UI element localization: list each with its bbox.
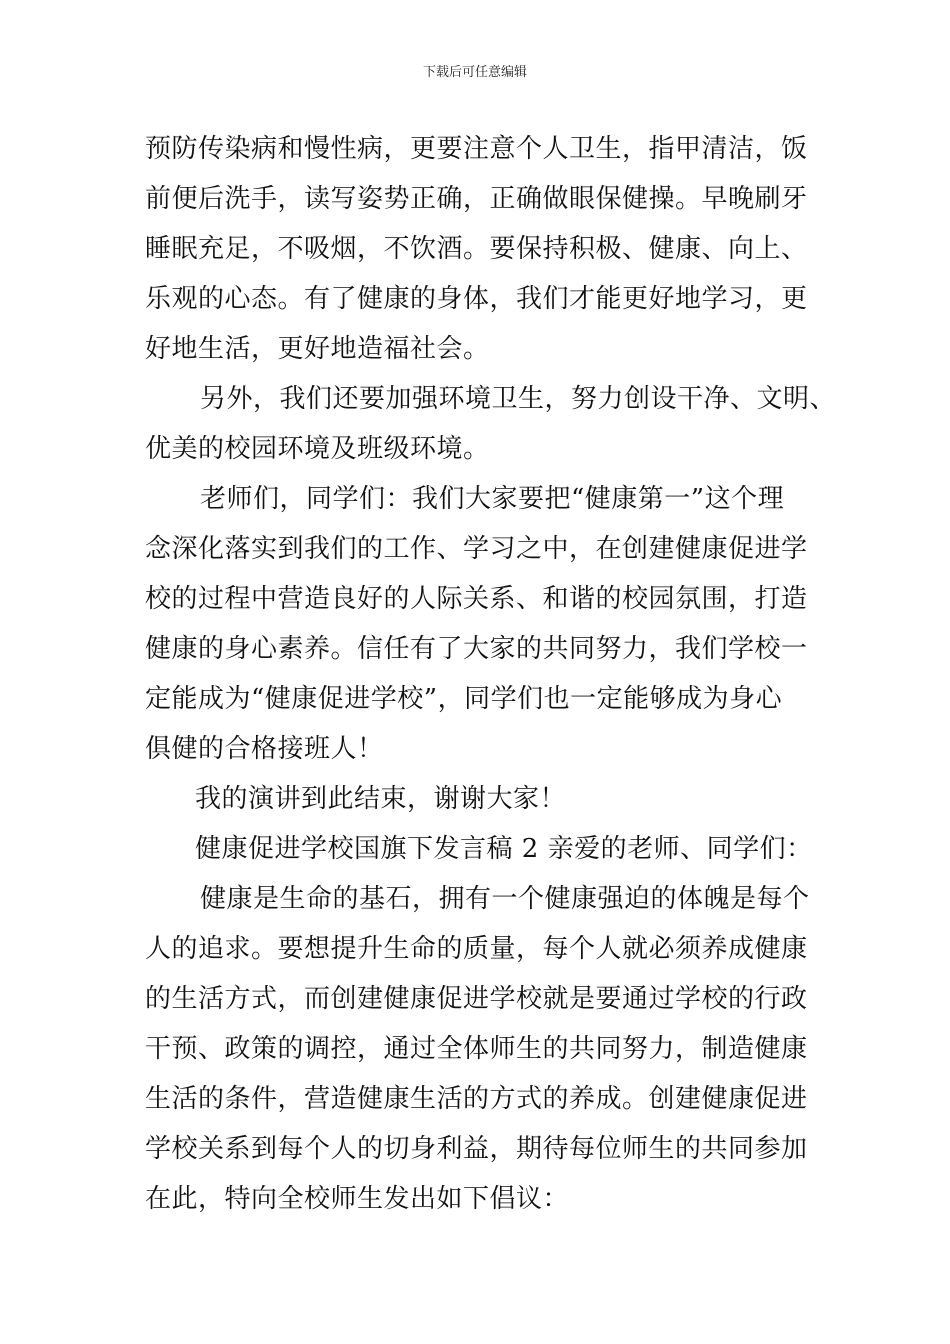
paragraph-first-line: 另外，我们还要加强环境卫生，努力创设干净、文明、 (200, 384, 837, 414)
text-line: 生活的条件，营造健康生活的方式的养成。创建健康促进 (145, 1084, 808, 1114)
text-line: 睡眠充足，不吸烟，不饮酒。要保持积极、健康、向上、 (145, 234, 808, 264)
text-line: 定能成为“健康促进学校”，同学们也一定能够成为身心 (145, 684, 783, 714)
text-line: 健康的身心素养。信任有了大家的共同努力，我们学校一 (145, 634, 808, 664)
paragraph-first-line: 健康是生命的基石，拥有一个健康强迫的体魄是每个 (200, 884, 810, 914)
paragraph-first-line: 老师们，同学们：我们大家要把“健康第一”这个理 (200, 484, 785, 514)
section-title-line: 健康促进学校国旗下发言稿 2 亲爱的老师、同学们： (195, 834, 813, 864)
text-line: 俱健的合格接班人！ (145, 734, 384, 764)
text-line: 人的追求。要想提升生命的质量，每个人就必须养成健康 (145, 934, 808, 964)
text-line: 预防传染病和慢性病，更要注意个人卫生，指甲清洁，饭 (145, 134, 808, 164)
text-line: 前便后洗手，读写姿势正确，正确做眼保健操。早晚刷牙 (145, 184, 808, 214)
text-line: 学校关系到每个人的切身利益，期待每位师生的共同参加 (145, 1134, 808, 1164)
text-line: 校的过程中营造良好的人际关系、和谐的校园氛围，打造 (145, 584, 808, 614)
text-line: 在此，特向全校师生发出如下倡议： (145, 1184, 570, 1214)
document-body (145, 124, 837, 1224)
text-line: 干预、政策的调控，通过全体师生的共同努力，制造健康 (145, 1034, 808, 1064)
paragraph-first-line: 我的演讲到此结束，谢谢大家！ (195, 784, 567, 814)
page-header-note: 下载后可任意编辑 (422, 65, 527, 80)
text-line: 乐观的心态。有了健康的身体，我们才能更好地学习，更 (145, 284, 808, 314)
text-line: 好地生活，更好地造福社会。 (145, 334, 490, 364)
text-line: 优美的校园环境及班级环境。 (145, 434, 490, 464)
text-line: 的生活方式，而创建健康促进学校就是要通过学校的行政 (145, 984, 808, 1014)
text-line: 念深化落实到我们的工作、学习之中，在创建健康促进学 (145, 534, 808, 564)
